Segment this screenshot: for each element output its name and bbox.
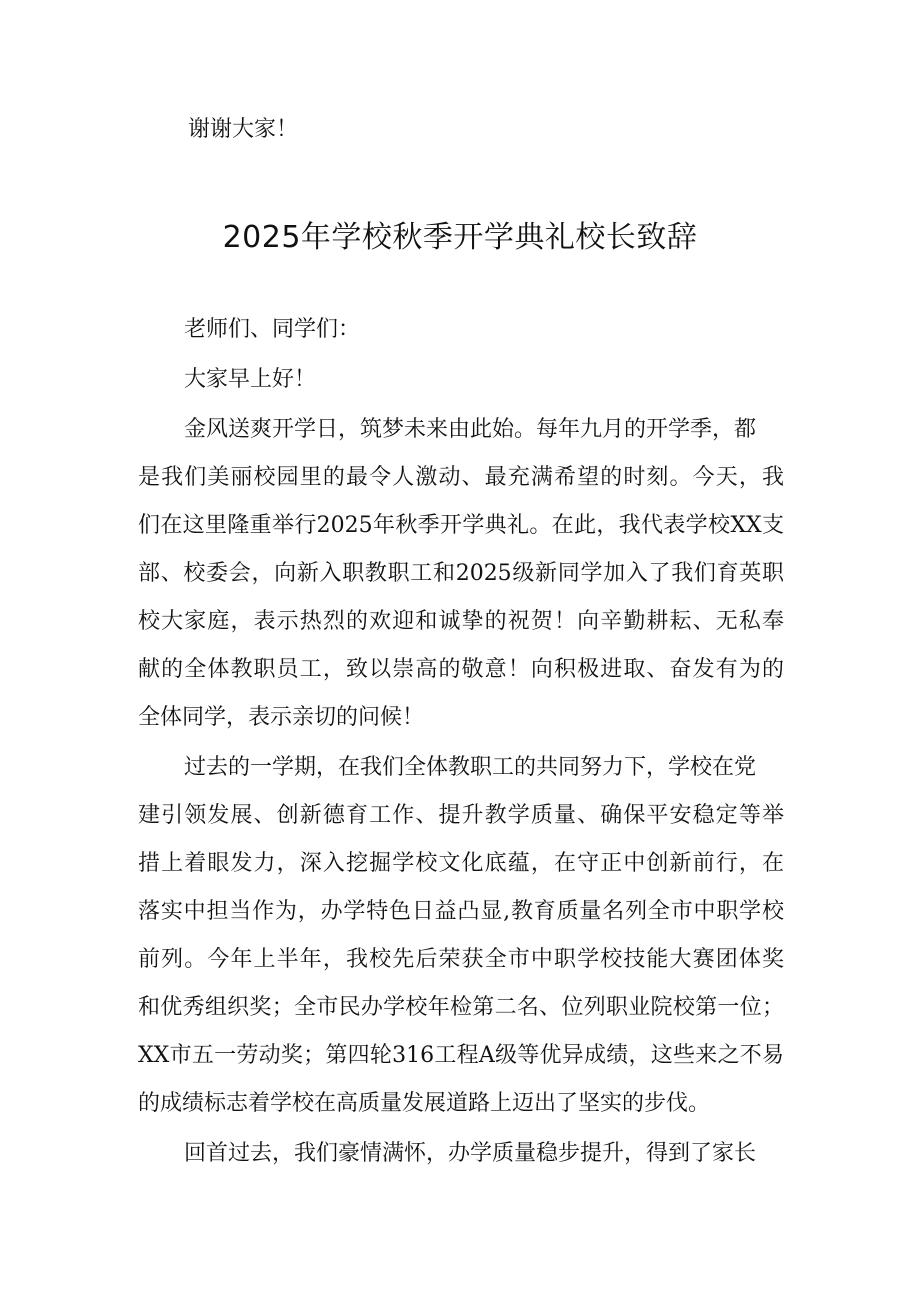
paragraph-line: 全体同学，表示亲切的问候！: [138, 705, 425, 730]
paragraph-line: 和优秀组织奖；全市民办学校年检第二名、位列职业院校第一位；: [138, 995, 784, 1020]
salutation: 老师们、同学们：: [184, 317, 361, 342]
greeting: 大家早上好！: [184, 367, 317, 392]
paragraph-line: 的成绩标志着学校在高质量发展道路上迈出了坚实的步伐。: [138, 1091, 711, 1116]
paragraph-line: 过去的一学期，在我们全体教职工的共同努力下，学校在党: [184, 755, 757, 780]
paragraph-line: 献的全体教职员工，致以崇高的敬意！向积极进取、奋发有为的: [138, 657, 784, 682]
paragraph-line: 措上着眼发力，深入挖掘学校文化底蕴，在守正中创新前行，在: [138, 851, 784, 876]
paragraph-line: 落实中担当作为，办学特色日益凸显,教育质量名列全市中职学校: [138, 899, 784, 924]
paragraph-line: 回首过去，我们豪情满怀，办学质量稳步提升，得到了家长: [184, 1141, 757, 1166]
paragraph-line: 是我们美丽校园里的最令人激动、最充满希望的时刻。今天，我: [138, 465, 784, 490]
paragraph-line: 们在这里隆重举行2025年秋季开学典礼。在此，我代表学校XX支: [138, 513, 784, 538]
closing-remark: 谢谢大家！: [188, 117, 299, 142]
page-title: 2025年学校秋季开学典礼校长致辞: [222, 220, 698, 255]
paragraph-line: 部、校委会，向新入职教职工和2025级新同学加入了我们育英职: [138, 561, 784, 586]
paragraph-line: 校大家庭，表示热烈的欢迎和诚挚的祝贺！向辛勤耕耘、无私奉: [138, 609, 784, 634]
paragraph-line: 建引领发展、创新德育工作、提升教学质量、确保平安稳定等举: [138, 803, 784, 828]
paragraph-line: XX市五一劳动奖；第四轮316工程A级等优异成绩，这些来之不易: [138, 1043, 784, 1068]
paragraph-line: 前列。今年上半年，我校先后荣获全市中职学校技能大赛团体奖: [138, 947, 784, 972]
paragraph-line: 金风送爽开学日，筑梦未来由此始。每年九月的开学季，都: [184, 417, 757, 442]
